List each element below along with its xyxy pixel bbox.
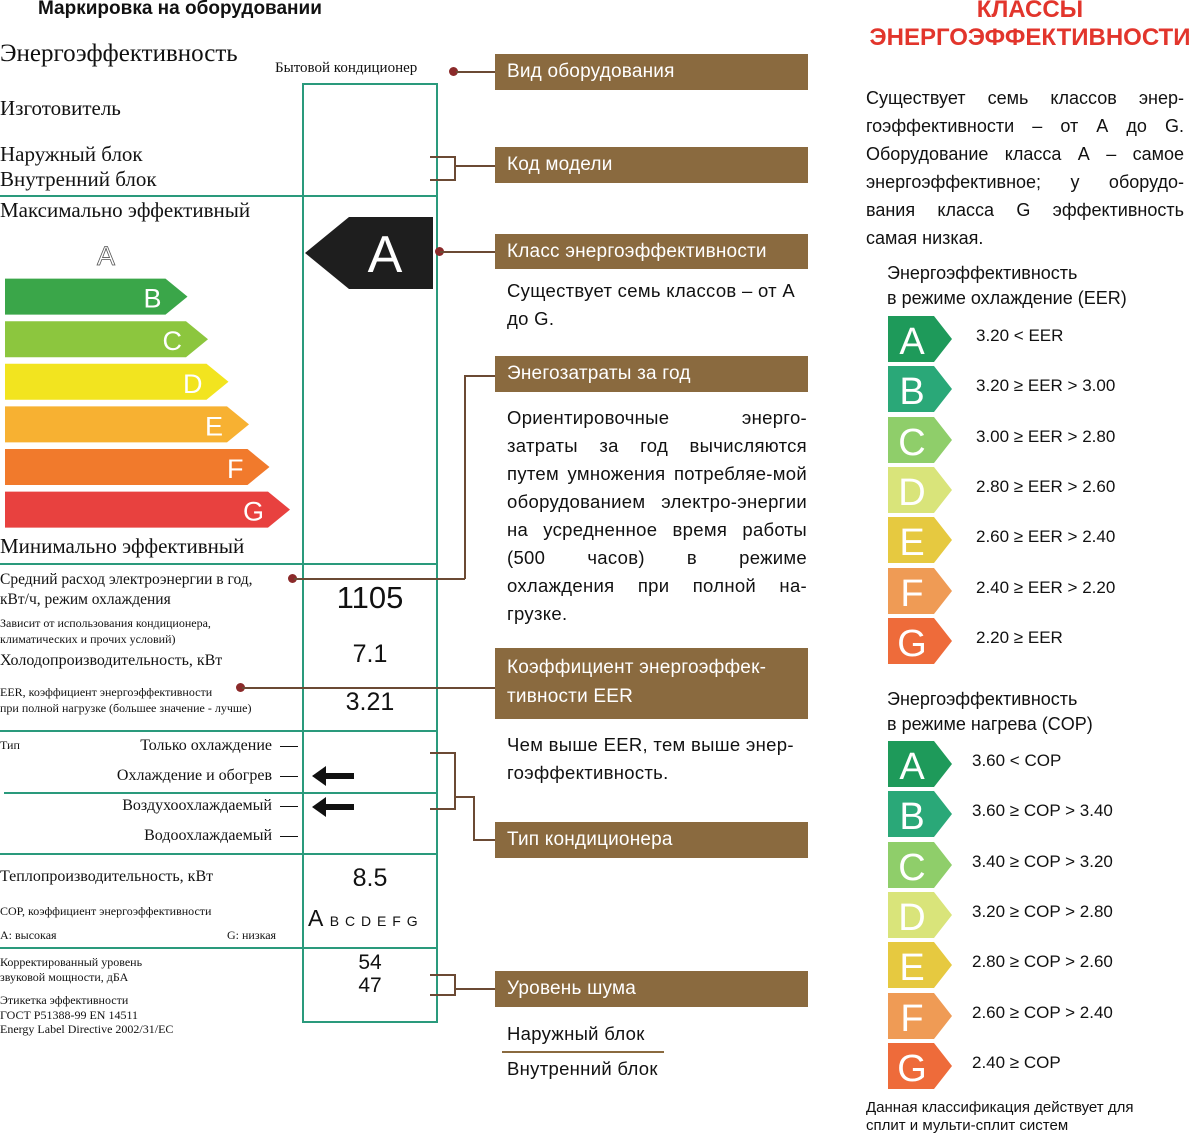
class-range: 3.40 ≥ COP > 3.20 [972, 851, 1113, 871]
class-range: 3.20 ≥ EER > 3.00 [976, 376, 1116, 396]
class-row-g [888, 618, 1200, 664]
classes-title-line: КЛАССЫ [976, 0, 1084, 23]
class-range: 3.60 < COP [972, 751, 1062, 770]
selected-class-arrow [305, 217, 435, 289]
cop-high: A: высокая [0, 928, 57, 942]
connector-line [454, 796, 474, 798]
class-badge-icon [888, 618, 954, 664]
class-row-e [888, 942, 1200, 988]
label-max-efficient: Максимально эффективный [0, 198, 251, 222]
consumption-label-line: кВт/ч, режим охлаждения [0, 591, 171, 608]
energy-class-bar-letter: G [242, 496, 264, 527]
energy-class-bar-letter: C [162, 326, 182, 357]
type-label: Тип [0, 738, 20, 752]
type-option-label: Водоохлаждаемый [144, 827, 272, 844]
consumption-note-line: Зависит от использования кондиционера, [0, 616, 211, 630]
classes-footnote [866, 1099, 1133, 1135]
heating-capacity-label: Теплопроизводительность, кВт [0, 868, 214, 885]
energy-class-bar-letter: B [143, 283, 162, 314]
connector-line [454, 165, 496, 167]
cop-scale [308, 905, 419, 932]
connector-line [430, 808, 455, 810]
class-badge-icon [888, 316, 954, 362]
connector-line [454, 988, 496, 990]
energy-class-bar-letter: E [204, 411, 223, 442]
label-min-efficient: Минимально эффективный [0, 534, 245, 558]
class-badge-letter: B [899, 796, 925, 838]
cooling-capacity-value: 7.1 [352, 640, 388, 668]
class-range: 2.60 ≥ EER > 2.40 [976, 527, 1116, 547]
energy-class-bar-letter: D [183, 368, 203, 399]
class-row-f [888, 568, 1200, 614]
class-badge-letter: D [898, 896, 926, 938]
class-range: 2.40 ≥ COP [972, 1052, 1061, 1072]
annual-cost-description: Ориентировочные энерго-затраты за год вычисляются путем умножения потребляе-мой оборудованием электро-энергии на усредненное время работы (500 часов) в режиме охлаждения при полной на-грузке. [507, 407, 807, 624]
label-energy-title: Энергоэффективность [0, 40, 238, 67]
class-badge-letter: A [899, 746, 925, 787]
class-row-c [888, 417, 1200, 463]
class-badge-letter: D [898, 471, 926, 513]
callout-equipment-type [495, 54, 808, 90]
class-badge-icon [888, 842, 954, 888]
class-range: 3.20 ≥ COP > 2.80 [972, 901, 1113, 921]
label-indoor-unit: Внутренний блок [0, 167, 157, 191]
footer-line: Energy Label Directive 2002/31/EC [0, 1022, 174, 1036]
label-column-bottom [302, 1021, 438, 1023]
class-badge-letter: F [900, 997, 924, 1039]
class-badge-icon [888, 942, 954, 988]
type-option-cooling-only [140, 737, 298, 755]
class-range: 2.60 ≥ COP > 2.40 [972, 1002, 1113, 1022]
label-column-top [302, 83, 438, 85]
connector-line [456, 71, 496, 73]
class-badge-letter: F [900, 572, 924, 614]
classes-title-line: ЭНЕРГОЭФФЕКТИВНОСТИ [869, 24, 1191, 51]
callout-text: Класс энергоэффективности [507, 240, 767, 262]
noise-label [0, 955, 142, 985]
footer-line: ГОСТ Р51388-99 EN 14511 [0, 1007, 139, 1022]
callout-noise [495, 971, 808, 1007]
energy-class-bars [0, 236, 300, 536]
class-row-d [888, 467, 1200, 513]
cop-low: G: низкая [227, 928, 277, 942]
energy-class-bar-letter: A [96, 241, 116, 271]
eer-value: 3.21 [345, 688, 395, 716]
cooling-capacity-label: Холодопроизводительность, кВт [0, 652, 223, 669]
class-badge-letter: C [898, 421, 926, 463]
class-range: 3.00 ≥ EER > 2.80 [976, 426, 1116, 446]
connector-line [440, 251, 496, 253]
class-badge-icon [888, 741, 954, 787]
cop-table-title-line: Энергоэффективность [887, 689, 1078, 709]
label-equipment-type: Бытовой кондиционер [275, 60, 418, 76]
class-range: 3.20 < EER [976, 326, 1064, 345]
class-row-c [888, 842, 1200, 888]
connector-line [294, 578, 465, 580]
type-option-label: Охлаждение и обогрев [116, 767, 272, 784]
divider [0, 195, 438, 197]
callout-text: Уровень шума [507, 978, 637, 999]
cop-small-letters: B C D E F G [329, 913, 419, 929]
selected-class-letter: A [367, 226, 403, 284]
eer-table-title [887, 261, 1127, 311]
callout-eer [495, 648, 808, 719]
footer-line: Этикетка эффективности [0, 993, 129, 1007]
class-range: 2.40 ≥ EER > 2.20 [976, 577, 1116, 597]
eer-label [0, 684, 251, 716]
class-badge-letter: E [899, 947, 925, 989]
class-badge-letter: A [899, 321, 925, 362]
consumption-note [0, 615, 211, 647]
class-row-b [888, 366, 1200, 412]
noise-indoor-label: Внутренний блок [507, 1058, 658, 1079]
eer-label-line: при полной нагрузке (большее значение - лучше) [0, 701, 252, 715]
class-row-b [888, 791, 1200, 837]
type-option-water-cooled [144, 827, 298, 845]
label-footer [0, 993, 173, 1037]
connector-line [430, 994, 455, 996]
class-badge-letter: G [897, 1047, 927, 1089]
class-range: 2.80 ≥ COP > 2.60 [972, 952, 1113, 972]
connector-line [430, 156, 455, 158]
noise-indoor-value: 47 [358, 974, 382, 997]
callout-text: Энегозатраты за год [507, 363, 691, 384]
divider [0, 853, 438, 855]
class-badge-icon [888, 517, 954, 563]
connector-line [430, 179, 455, 181]
type-option-cooling-heating [117, 767, 298, 785]
type-option-label: Только охлаждение [140, 737, 272, 754]
class-row-a [888, 316, 1200, 362]
dash [280, 806, 298, 808]
divider [4, 792, 438, 794]
energy-class-bar-letter: F [227, 454, 244, 484]
footnote-line: сплит и мульти-сплит систем [866, 1117, 1069, 1134]
class-row-g [888, 1043, 1200, 1089]
cop-big-letter: A [308, 905, 324, 931]
consumption-label-line: Средний расход электроэнергии в год, [0, 571, 253, 588]
classes-intro: Существует семь классов энер-гоэффективности – от А до G. Оборудование класса А – самое энергоэффективное; у оборудо-вания класса G эффективность самая низкая. [866, 88, 1184, 248]
class-badge-icon [888, 892, 954, 938]
noise-separator [502, 1051, 664, 1053]
consumption-value: 1105 [336, 580, 404, 615]
class-badge-letter: B [899, 371, 925, 413]
noise-outdoor-value: 54 [358, 951, 382, 974]
consumption-note-line: климатических и прочих условий) [0, 632, 176, 646]
class-row-d [888, 892, 1200, 938]
divider [0, 947, 438, 949]
class-badge-letter: G [897, 622, 927, 664]
cop-table-title-line: в режиме нагрева (COP) [887, 714, 1093, 734]
dash [280, 776, 298, 778]
class-row-f [888, 993, 1200, 1039]
eer-description: Чем выше EER, тем выше энер-гоэффективность. [507, 734, 794, 783]
arrow-left-icon [312, 766, 356, 786]
consumption-label [0, 570, 253, 610]
class-range: 3.60 ≥ COP > 3.40 [972, 801, 1113, 821]
class-badge-letter: E [899, 522, 925, 564]
type-option-label: Воздухоохлаждаемый [122, 797, 272, 814]
callout-energy-class [495, 234, 808, 269]
connector-line [242, 687, 496, 689]
dash [280, 746, 298, 748]
label-manufacturer: Изготовитель [0, 96, 121, 120]
connector-line [464, 375, 496, 377]
class-range: 2.80 ≥ EER > 2.60 [976, 476, 1116, 496]
cop-table-title [887, 687, 1093, 737]
divider [0, 730, 438, 732]
cop-label: COP, коэффициент энергоэффективности [0, 904, 212, 918]
callout-ac-type [495, 822, 808, 858]
classes-title [820, 0, 1200, 52]
callout-annual-cost [495, 356, 808, 392]
eer-label-line: EER, коэффициент энергоэффективности [0, 685, 213, 699]
divider [0, 563, 438, 565]
dash [280, 836, 298, 838]
class-badge-icon [888, 1043, 954, 1089]
class-range: 2.20 ≥ EER [976, 627, 1063, 647]
arrow-left-icon [312, 797, 356, 817]
class-badge-icon [888, 366, 954, 412]
class-badge-icon [888, 467, 954, 513]
class-badge-icon [888, 791, 954, 837]
heating-capacity-value: 8.5 [352, 864, 388, 892]
connector-line [464, 375, 466, 579]
connector-line [454, 752, 456, 810]
class-badge-icon [888, 568, 954, 614]
class-row-e [888, 517, 1200, 563]
callout-model-code [495, 147, 808, 183]
class-badge-letter: C [898, 846, 926, 888]
callout-text: Тип кондиционера [507, 829, 673, 850]
type-option-air-cooled [122, 797, 298, 815]
energy-class-description: Существует семь классов – от А до G. [507, 280, 796, 329]
class-badge-icon [888, 417, 954, 463]
connector-line [430, 752, 455, 754]
page-title: Маркировка на оборудовании [38, 0, 322, 19]
callout-text: Код модели [507, 154, 613, 175]
connector-line [473, 839, 496, 841]
label-outdoor-unit: Наружный блок [0, 142, 143, 166]
connector-line [430, 974, 455, 976]
eer-table-title-line: Энергоэффективность [887, 263, 1078, 283]
connector-line [473, 796, 475, 840]
footnote-line: Данная классификация действует для [866, 1099, 1134, 1116]
eer-table-title-line: в режиме охлаждение (EER) [887, 288, 1127, 308]
noise-label-line: Корректированный уровень [0, 955, 143, 969]
connector-line [454, 974, 456, 996]
callout-text: Вид оборудования [507, 61, 675, 82]
noise-label-line: звуковой мощности, дБА [0, 970, 129, 984]
connector-line [454, 156, 456, 181]
class-badge-icon [888, 993, 954, 1039]
noise-outdoor-label: Наружный блок [507, 1023, 645, 1044]
callout-text: Коэффициент энергоэффек-тивности EER [507, 657, 767, 707]
class-row-a [888, 741, 1200, 787]
